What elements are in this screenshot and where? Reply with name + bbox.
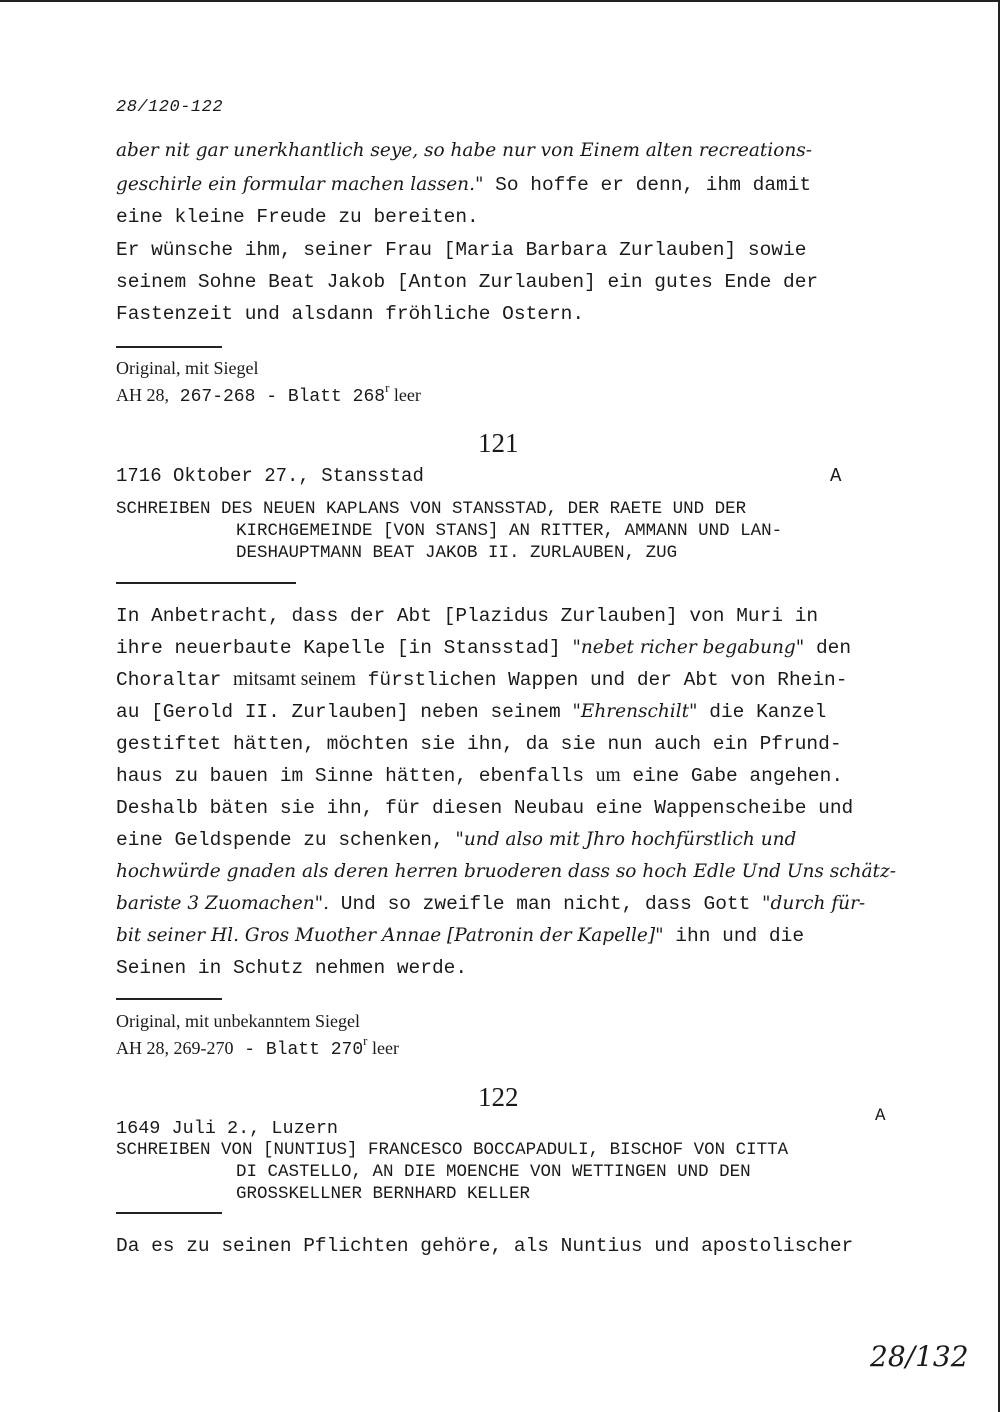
source-note-2: AH 28, 267-268 - Blatt 268$^r$ leer — [116, 380, 421, 407]
title-121-line-1: SCHREIBEN DES NEUEN KAPLANS VON STANSSTAD, DER RAETE UND DER — [116, 499, 747, 519]
continuation-line-1: aber nit gar unerkhantlich seye, so habe nur von Einem alten recreations- — [116, 140, 813, 161]
handwritten-page-number: 28/132 — [870, 1340, 969, 1373]
doc121-line-4: au [Gerold II. Zurlauben] neben seinem "Ehrenschilt" die Kanzel — [116, 701, 827, 723]
title-122-line-2: DI CASTELLO, AN DIE MOENCHE VON WETTINGEN UND DEN — [236, 1162, 751, 1182]
doc121-line-2: ihre neuerbaute Kapelle [in Stansstad] "nebet richer begabung" den — [116, 637, 852, 659]
continuation-line-3: eine kleine Freude zu bereiten. — [116, 206, 479, 228]
marker-122: A — [875, 1106, 886, 1126]
document-number-122: 122 — [478, 1082, 519, 1112]
marker-121: A — [830, 465, 842, 487]
page-top-border — [0, 0, 1000, 2]
separator-rule-121 — [116, 998, 222, 1000]
source-note-1: Original, mit Siegel — [116, 358, 259, 378]
doc121-line-5: gestiftet hätten, möchten sie ihn, da sie nun auch ein Pfrund- — [116, 733, 842, 755]
doc121-line-7: Deshalb bäten sie ihn, für diesen Neubau eine Wappenscheibe und — [116, 797, 854, 819]
source-note-121-2: AH 28, 269-270 - Blatt 270$^r$ leer — [116, 1033, 399, 1060]
title-rule-121 — [116, 582, 296, 584]
doc122-line-1: Da es zu seinen Pflichten gehöre, als Nuntius und apostolischer — [116, 1235, 854, 1257]
document-number-121: 121 — [478, 428, 519, 458]
source-note-121-1: Original, mit unbekanntem Siegel — [116, 1011, 360, 1031]
title-122-line-3: GROSSKELLNER BERNHARD KELLER — [236, 1184, 531, 1204]
doc121-line-11: bit seiner Hl. Gros Muother Annae [Patronin der Kapelle]" ihn und die — [116, 925, 805, 947]
title-rule-122 — [116, 1212, 222, 1214]
date-place-122: 1649 Juli 2., Luzern — [116, 1118, 339, 1139]
doc121-line-3: Choraltar mitsamt seinem fürstlichen Wappen und der Abt von Rhein- — [116, 669, 848, 691]
continuation-line-4: Er wünsche ihm, seiner Frau [Maria Barbara Zurlauben] sowie — [116, 239, 807, 261]
continuation-line-2: geschirle ein formular machen lassen." So hoffe er denn, ihm damit — [116, 174, 812, 196]
doc121-line-9: hochwürde gnaden als deren herren bruoderen dass so hoch Edle Und Uns schätz- — [116, 861, 896, 882]
title-122-line-1: SCHREIBEN VON [NUNTIUS] FRANCESCO BOCCAPADULI, BISCHOF VON CITTA — [116, 1140, 789, 1160]
continuation-line-6: Fastenzeit und alsdann fröhliche Ostern. — [116, 303, 585, 325]
title-121-line-2: KIRCHGEMEINDE [VON STANS] AN RITTER, AMMANN UND LAN- — [236, 521, 783, 541]
doc121-line-6: haus zu bauen im Sinne hätten, ebenfalls um eine Gabe angehen. — [116, 765, 844, 787]
date-place-121: 1716 Oktober 27., Stansstad — [116, 465, 424, 487]
continuation-line-5: seinem Sohne Beat Jakob [Anton Zurlauben] ein gutes Ende der — [116, 271, 819, 293]
doc121-line-1: In Anbetracht, dass der Abt [Plazidus Zurlauben] von Muri in — [116, 605, 819, 627]
separator-rule — [116, 346, 222, 348]
doc121-line-10: bariste 3 Zuomachen". Und so zweifle man nicht, dass Gott "durch für- — [116, 893, 866, 915]
doc121-line-12: Seinen in Schutz nehmen werde. — [116, 957, 468, 979]
page-reference: 28/120-122 — [116, 98, 224, 117]
title-121-line-3: DESHAUPTMANN BEAT JAKOB II. ZURLAUBEN, ZUG — [236, 543, 678, 563]
doc121-line-8: eine Geldspende zu schenken, "und also mit Jhro hochfürstlich und — [116, 829, 797, 851]
